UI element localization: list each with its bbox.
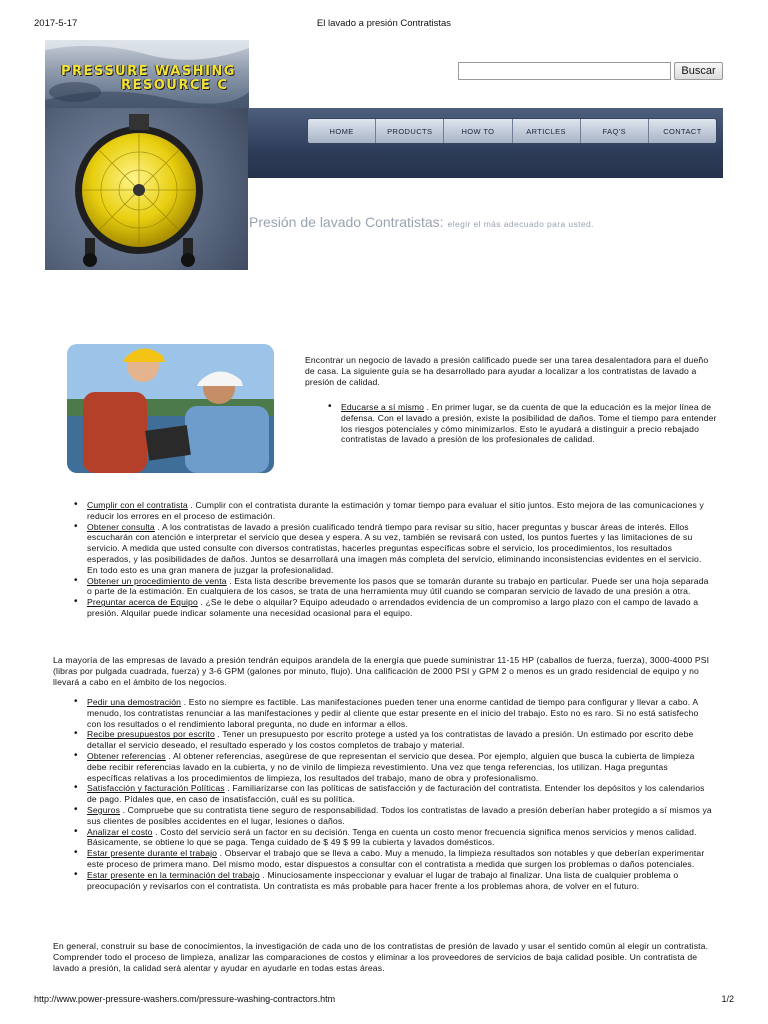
list-item-text: . Esta lista describe brevemente los pasos que se tomarán durante su trabajo en particular. Puede ser una hoja separada o parte de la estimación. En cualquiera de los casos, se trata de una herramienta muy útil cuando se comparan servicio de lavado de una presión a otra. xyxy=(87,575,709,597)
list-item xyxy=(70,697,714,729)
link-demostracion[interactable]: Pedir una demostración xyxy=(87,697,182,707)
equipment-paragraph: La mayoría de las empresas de lavado a presión tendrán equipos arandela de la energía que puede suministrar 11-15 HP (caballos de fuerza, fuerza), 3000-4000 PSI (libras por pulgada cuadrada, fuerza) y 3-6 GPM (galones por minuto, flujo). Una calificación de 2000 PSI y GPM 2 o menos es un grado residencial de equipo y no llevará a cabo en el ámbito de los negocios. xyxy=(53,655,710,687)
list-item-text: . En primer lugar, se da cuenta de que la educación es la mejor línea de defensa. Con el lavado a presión, existe la posibilidad de daños. Tome el tiempo para entender los riesgos potenciales y cómo minimizarlos. Esto le ayudará a distinguir a precio rebajado contratistas de lavado a presión de los profesionales de calidad. xyxy=(341,402,717,445)
list-item-text: . Al obtener referencias, asegúrese de que representan el servicio que desea. Por ejemplo, alguien que busca la cubierta de limpieza debe recibir referencias lavado en la cubierta, y no de vinilo de limpieza revestimiento. Una vez que tenga referencias, los utilizan. Haga preguntas específicas relativas a los procedimientos de limpieza, los resultados del trabajo, mano de obra y profesionalismo. xyxy=(87,750,695,783)
list-item-text: . Compruebe que su contratista tiene seguro de responsabilidad. Todos los contratistas de lavado a presión deberían haber protegido a sí mismos ya sus clientes de posibles accidentes en el lugar, lesiones o daños. xyxy=(87,804,712,826)
surface-cleaner-icon xyxy=(45,108,248,270)
link-educarse[interactable]: Educarse a sí mismo xyxy=(341,402,425,412)
hero-banner xyxy=(45,108,723,270)
link-cumplir[interactable]: Cumplir con el contratista xyxy=(87,500,188,510)
list-item-text: . Minuciosamente inspeccionar y evaluar el lugar de trabajo al finalizar. Una lista de cualquier problema o preocupación y revisarlos con el contratista. Un contratista es más probable para hacer frente a los problemas ahora, de volver en el futuro. xyxy=(87,869,679,891)
logo-text-line2: RESOURCE C xyxy=(121,78,229,93)
print-title: El lavado a presión Contratistas xyxy=(316,18,452,29)
list-item-text: . Cumplir con el contratista durante la estimación y tomar tiempo para evaluar el sitio juntos. Esto mejora de las comunicaciones y reducir los errores en el proceso de estimación. xyxy=(87,500,704,521)
list-item xyxy=(70,751,714,783)
link-terminacion[interactable]: Estar presente en la terminación del trabajo xyxy=(87,869,260,880)
list-item-text: . Esto no siempre es factible. Las manifestaciones pueden tener una enorme cantidad de tiempo para configurar y llevar a cabo. A menudo, los contratistas renunciar a las manifestaciones y pedir al cliente que estar presente en el inicio del trabajo. Esto no es raro. Si no está satisfecho con los resultados o el rendimiento laboral pregunta, no dude en informar a ellos. xyxy=(87,697,699,729)
print-footer xyxy=(34,994,734,1006)
list-item-text: . A los contratistas de lavado a presión cualificado tendrá tiempo para revisar su sitio, hacer preguntas y buscar áreas de interés. Ellos escucharán con atención e interpretar el servicio que desea y espera. A su vez, también se revisará con usted, los puntos fuertes y las limitaciones de su servicio. A medida que usted consulte con diversos contratistas, hacerles preguntas específicas sobre el servicio, los procedimientos, los resultados esperados, y las posibilidades de daños. Juntos se desarrollará una imagen más completa del servicio, eliminando inconsistencias evidentes en el servicio. En todo esto es una gran manera de juzgar la profesionalidad. xyxy=(87,521,702,575)
tips-list-a xyxy=(324,402,718,445)
conclusion-paragraph: En general, construir su base de conocimientos, la investigación de cada uno de los contratistas de presión de lavado y usar el sentido común al elegir un contratista. Comprender todo el proceso de limpieza, analizar las comparaciones de costos y eliminar a los proveedores de servicios de baja calidad posible. Un contratista de lavado a presión, la calidad será alentar y ayudar en ayudarle en todas estas áreas. xyxy=(53,941,709,973)
nav-faqs[interactable]: FAQ'S xyxy=(581,119,649,143)
link-presente-trabajo[interactable]: Estar presente durante el trabajo xyxy=(87,848,218,859)
link-costo[interactable]: Analizar el costo xyxy=(87,826,153,837)
main-nav xyxy=(307,118,717,144)
list-item xyxy=(70,848,714,870)
print-url: http://www.power-pressure-washers.com/pressure-washing-contractors.htm xyxy=(34,994,336,1004)
link-equipo[interactable]: Preguntar acerca de Equipo xyxy=(87,597,198,608)
page-number: 1/2 xyxy=(721,994,734,1004)
link-politicas[interactable]: Satisfacción y facturación Políticas xyxy=(87,783,225,794)
page-title-sub: elegir el más adecuado para usted. xyxy=(447,219,594,229)
page-title xyxy=(249,214,594,230)
list-item xyxy=(70,522,714,576)
contractors-illustration xyxy=(67,344,274,473)
logo-text-line1: PRESSURE WASHING xyxy=(61,64,236,79)
tips-list-b xyxy=(70,500,714,619)
list-item xyxy=(70,500,714,522)
link-presupuestos[interactable]: Recibe presupuestos por escrito xyxy=(87,729,215,740)
nav-products[interactable]: PRODUCTS xyxy=(376,119,444,143)
link-consulta[interactable]: Obtener consulta xyxy=(87,521,155,532)
list-item xyxy=(70,597,714,619)
list-item xyxy=(70,870,714,892)
nav-how-to[interactable]: HOW TO xyxy=(444,119,512,143)
contractors-photo xyxy=(67,344,274,473)
list-item xyxy=(324,402,718,445)
list-item-text: . Tener un presupuesto por escrito protege a usted ya los contratistas de lavado a presión. Un estimado por escrito debe detallar el servicio deseado, el resultado esperado y los costos completos de trabajo y material. xyxy=(87,729,694,751)
list-item xyxy=(70,576,714,598)
list-item xyxy=(70,805,714,827)
list-item-text: . Familiarizarse con las políticas de satisfacción y de facturación del contratista. Entender los depósitos y los calendarios de pago. Pídales que, en caso de insatisfacción, cuál es su política. xyxy=(87,783,705,805)
link-procedimiento[interactable]: Obtener un procedimiento de venta xyxy=(87,575,227,586)
print-header xyxy=(34,18,734,30)
nav-articles[interactable]: ARTICLES xyxy=(513,119,581,143)
nav-home[interactable]: HOME xyxy=(308,119,376,143)
page-title-main: Presión de lavado Contratistas: xyxy=(249,214,444,230)
list-item-text: . ¿Se le debe o alquilar? Equipo adeudado o arrendados evidencia de un compromiso a largo plazo con el campo de lavado a presión. Alquilar puede indicar solamente una necesidad ocasional para el equipo. xyxy=(87,597,699,618)
surface-cleaner-image xyxy=(45,108,248,270)
list-item xyxy=(70,827,714,849)
list-item-text: . Observar el trabajo que se lleva a cabo. Muy a menudo, la limpieza resultados son notables y que deberían experimentar este proceso de primera mano. Del mismo modo, estar dispuestos a consultar con el contratista a medida que surgen los problemas o daños potenciales. xyxy=(87,848,705,869)
list-item xyxy=(70,783,714,805)
tips-list-c xyxy=(70,697,714,891)
link-seguros[interactable]: Seguros xyxy=(87,804,121,815)
list-item-text: . Costo del servicio será un factor en su decisión. Tenga en cuenta un costo menor frecuencia significa menos servicios y menos calidad. Básicamente, se obtiene lo que se paga. Tenga cuidado de $ 49 $ 99 la cubierta y lavados domésticos. xyxy=(87,826,697,848)
search-button[interactable]: Buscar xyxy=(674,62,723,80)
list-item xyxy=(70,729,714,751)
link-referencias[interactable]: Obtener referencias xyxy=(87,750,166,761)
site-logo[interactable] xyxy=(45,40,249,108)
print-date: 2017-5-17 xyxy=(34,18,78,29)
search-input[interactable] xyxy=(458,62,671,80)
intro-paragraph: Encontrar un negocio de lavado a presión calificado puede ser una tarea desalentadora para el dueño de casa. La siguiente guía se ha desarrollado para ayudar a localizar a los contratistas de lavado a presión de calidad. xyxy=(305,355,709,387)
nav-contact[interactable]: CONTACT xyxy=(663,126,702,136)
